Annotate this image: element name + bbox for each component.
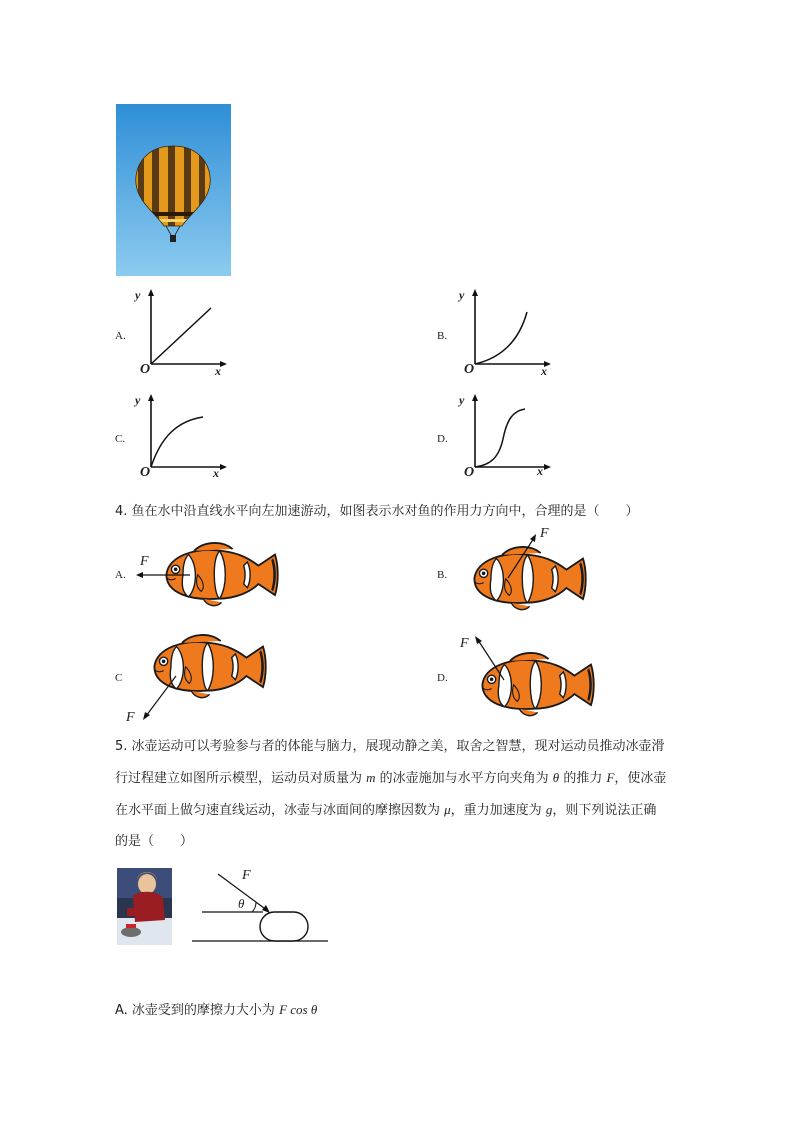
- graph-d-y-axis-label: y: [459, 393, 465, 407]
- graph-c-origin-label: O: [140, 465, 151, 480]
- graph-c-x-axis-label: x: [213, 466, 219, 480]
- q5-line3-tail: ，则下列说法正确: [552, 803, 657, 818]
- graph-a-origin-label: O: [140, 362, 151, 377]
- graph-b-origin-label: O: [464, 362, 475, 377]
- q5-mu-symbol: μ: [444, 802, 451, 817]
- question-5-option-a: [115, 999, 317, 1018]
- fish-option-b: [452, 526, 602, 621]
- balloon-photo: [116, 104, 231, 276]
- curling-force-diagram: [188, 866, 333, 946]
- graph-a: [137, 286, 229, 381]
- graph-option-b-label: B.: [437, 330, 448, 342]
- curling-force-label: F: [242, 868, 251, 883]
- fish-option-b-force-label: F: [540, 526, 549, 541]
- graph-a-curve: [151, 308, 211, 364]
- q5-option-a-text: A. 冰壶受到的摩擦力大小为: [115, 1003, 280, 1018]
- fish-option-a-force-label: F: [140, 554, 149, 569]
- fish-option-b-label: B.: [437, 569, 448, 581]
- fish-option-d: [452, 632, 602, 722]
- q5-option-a-formula: F cos θ: [279, 1002, 318, 1017]
- q5-theta-symbol: θ: [552, 770, 560, 785]
- graph-option-d-label: D.: [437, 433, 448, 445]
- fish-option-c-label: C: [115, 672, 123, 684]
- graph-d: [461, 391, 553, 486]
- q5-line2-tail: ，使冰壶: [614, 771, 667, 786]
- fish-option-d-force-label: F: [460, 636, 469, 651]
- question-5-line-2: [115, 762, 705, 794]
- graph-a-y-axis-label: y: [135, 288, 141, 302]
- graph-a-x-axis-label: x: [215, 364, 221, 378]
- fish-option-c: [126, 626, 280, 726]
- question-5-line-1: 5. 冰壶运动可以考验参与者的体能与脑力，展现动静之美，取舍之智慧，现对运动员推动冰壶滑: [115, 739, 665, 754]
- graph-c: [137, 391, 229, 486]
- graph-d-x-axis-label: x: [537, 464, 543, 478]
- q5-mass-symbol: m: [366, 770, 376, 785]
- graph-option-a-label: A.: [115, 330, 126, 342]
- graph-c-y-axis-label: y: [135, 393, 141, 407]
- fish-option-a-label: A.: [115, 569, 126, 581]
- fish-option-d-label: D.: [437, 672, 448, 684]
- fish-option-c-force-label: F: [126, 710, 135, 725]
- q5-line3-post: ，重力加速度为: [450, 803, 546, 818]
- graph-b-x-axis-label: x: [541, 364, 547, 378]
- question-5-text: [115, 731, 705, 857]
- q5-line2-post: 的冰壶施加与水平方向夹角为: [375, 771, 553, 786]
- question-5-line-3: [115, 794, 705, 826]
- curling-angle-label: θ: [238, 896, 245, 911]
- graph-b: [461, 286, 553, 381]
- graph-b-curve: [475, 312, 527, 364]
- fish-option-a: [130, 536, 280, 616]
- graph-c-curve: [151, 417, 203, 467]
- graph-d-curve: [475, 409, 525, 467]
- curling-photo: [117, 868, 172, 945]
- q5-line2-end: 的推力: [559, 771, 607, 786]
- graph-option-c-label: C.: [115, 433, 126, 445]
- q5-force-symbol: F: [606, 770, 615, 785]
- question-5-line-4: 的是（ ）: [115, 834, 194, 849]
- graph-b-y-axis-label: y: [459, 288, 465, 302]
- question-4-text: 4. 鱼在水中沿直线水平向左加速游动，如图表示水对鱼的作用力方向中，合理的是（ ）: [115, 504, 639, 519]
- q5-line2-pre: 行过程建立如图所示模型，运动员对质量为: [115, 771, 367, 786]
- q5-g-symbol: g: [545, 802, 553, 817]
- graph-d-origin-label: O: [464, 465, 475, 480]
- q5-line3-pre: 在水平面上做匀速直线运动，冰壶与冰面间的摩擦因数为: [115, 803, 445, 818]
